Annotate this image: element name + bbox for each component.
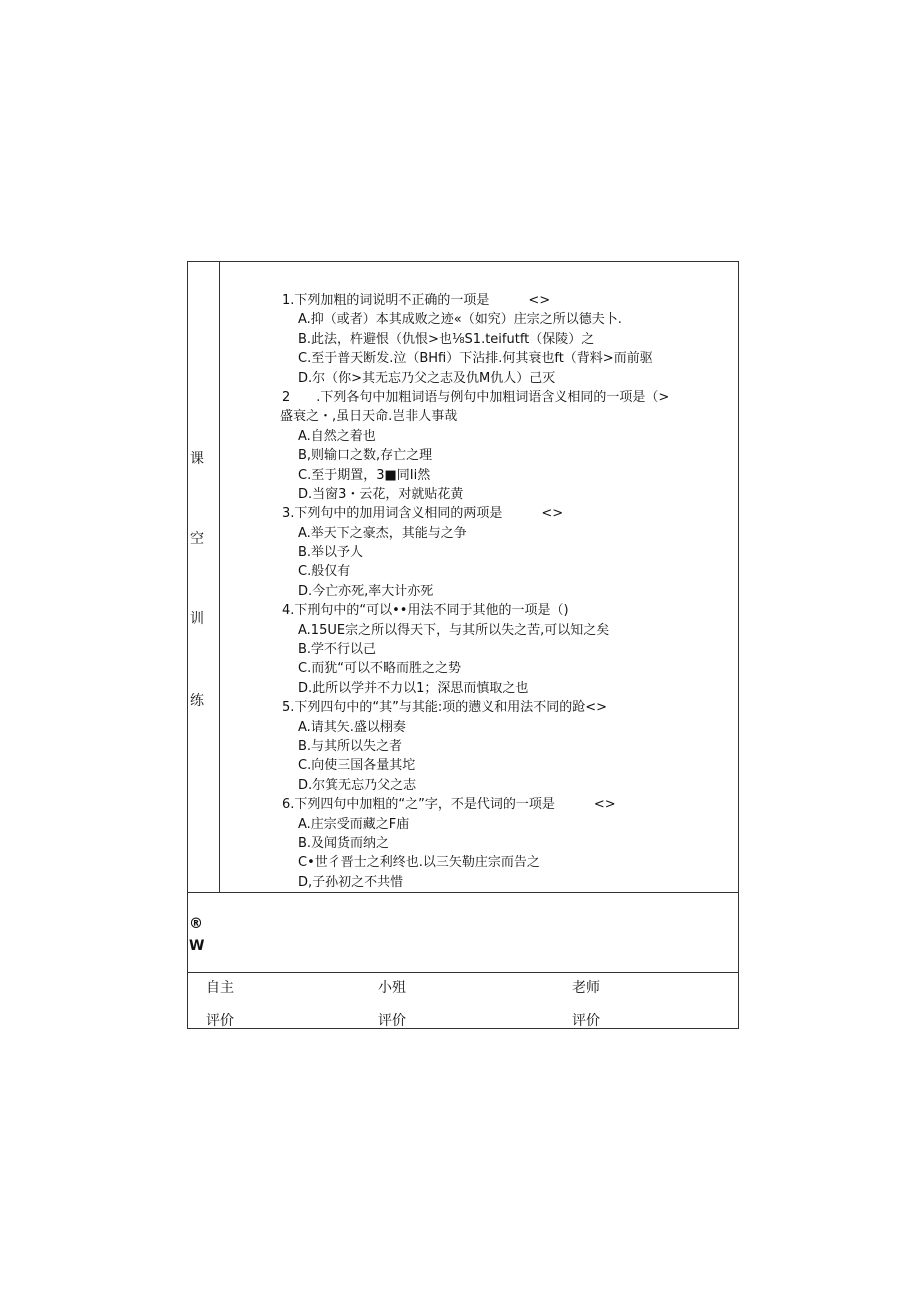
side-label-symbol: W — [189, 938, 205, 954]
exercise-table — [187, 261, 739, 1029]
side-label-char: 训 — [190, 611, 204, 627]
question-stem: 3.下列句中的加用词含义相同的两项是 <> — [282, 506, 564, 522]
question-option: C.至于普天断发.泣（BHfi）下沾排.何其衰也ft（背料>而前驱 — [298, 351, 653, 367]
question-option: C.向使三国各量其坨 — [298, 758, 416, 774]
question-option: D.此所以学并不力以1；深思而慎取之也 — [298, 680, 529, 696]
question-option: A.请其矢.盛以栩奏 — [298, 719, 406, 735]
question-option: B.举以予人 — [298, 545, 364, 561]
teacher-evaluation-label-bottom: 评价 — [572, 1013, 600, 1029]
group-evaluation-label-top: 小殂 — [378, 980, 406, 996]
question-option: A.举天下之豪杰，其能与之争 — [298, 525, 467, 541]
question-option: B.学不行以己 — [298, 642, 377, 658]
column-divider — [219, 262, 220, 893]
question-option: C•世彳晋士之利终也.以三矢勒庄宗而告之 — [298, 855, 540, 871]
question-option: A.自然之着也 — [298, 428, 376, 444]
side-label-char: 空 — [190, 531, 204, 547]
question-stem: 2 .下列各句中加粗词语与例句中加粗词语含义相同的一项是（> — [282, 389, 670, 405]
question-option: D.尔箕无忘乃父之志 — [298, 777, 417, 793]
side-label-char: 课 — [190, 451, 204, 467]
question-option: D.今亡亦死,率大计亦死 — [298, 583, 434, 599]
teacher-evaluation-label-top: 老师 — [572, 980, 600, 996]
row-divider-2 — [188, 972, 738, 973]
question-option: D.当窗3・云花，对就贴花黄 — [298, 486, 464, 502]
question-stem: 5.下列四句中的“其”与其能:项的懑义和用法不同的跄<> — [282, 700, 608, 716]
question-option: A.抑（或者）本其成败之迹«（如究）庄宗之所以德夫卜. — [298, 312, 622, 328]
side-label-symbol: ® — [189, 916, 203, 932]
question-option: B,则输口之数,存亡之理 — [298, 448, 433, 464]
question-option: B.及闻货而纳之 — [298, 835, 390, 851]
question-option: B.与其所以失之者 — [298, 738, 403, 754]
question-stem: 1.下列加粗的词说明不正确的一项是 <> — [282, 293, 551, 308]
question-option: D.尔（你>其无忘乃父之志及仇M仇人）己灭 — [298, 370, 556, 386]
self-evaluation-label-top: 自主 — [206, 980, 234, 996]
question-stem: 4.下刑句中的“可以••用法不同于其他的一项是（) — [282, 603, 569, 619]
self-evaluation-label-bottom: 评价 — [206, 1013, 234, 1029]
question-option: A.15UE宗之所以得天下，与其所以失之苦,可以知之矣 — [298, 622, 610, 638]
question-example-sentence: 盛衰之・,虽日天命.岂非人事哉 — [280, 409, 458, 425]
question-option: A.庄宗受而藏之F庙 — [298, 816, 410, 832]
question-stem: 6.下列四句中加粗的“之”字，不是代词的一项是 <> — [282, 797, 616, 813]
question-list — [282, 291, 732, 892]
question-option: C.而犹“可以不略而胜之之势 — [298, 661, 461, 677]
side-label-char: 练 — [190, 693, 204, 709]
question-option: C.至于期置，3■同Ii然 — [298, 467, 431, 483]
question-option: B.此法，杵避恨（仇恨>也⅛S1.teifutft（保陵）之 — [298, 331, 595, 347]
question-option: C.般仅有 — [298, 564, 351, 580]
row-divider-1 — [188, 892, 738, 893]
question-option: D,子孙初之不共惜 — [298, 874, 404, 890]
group-evaluation-label-bottom: 评价 — [378, 1013, 406, 1029]
